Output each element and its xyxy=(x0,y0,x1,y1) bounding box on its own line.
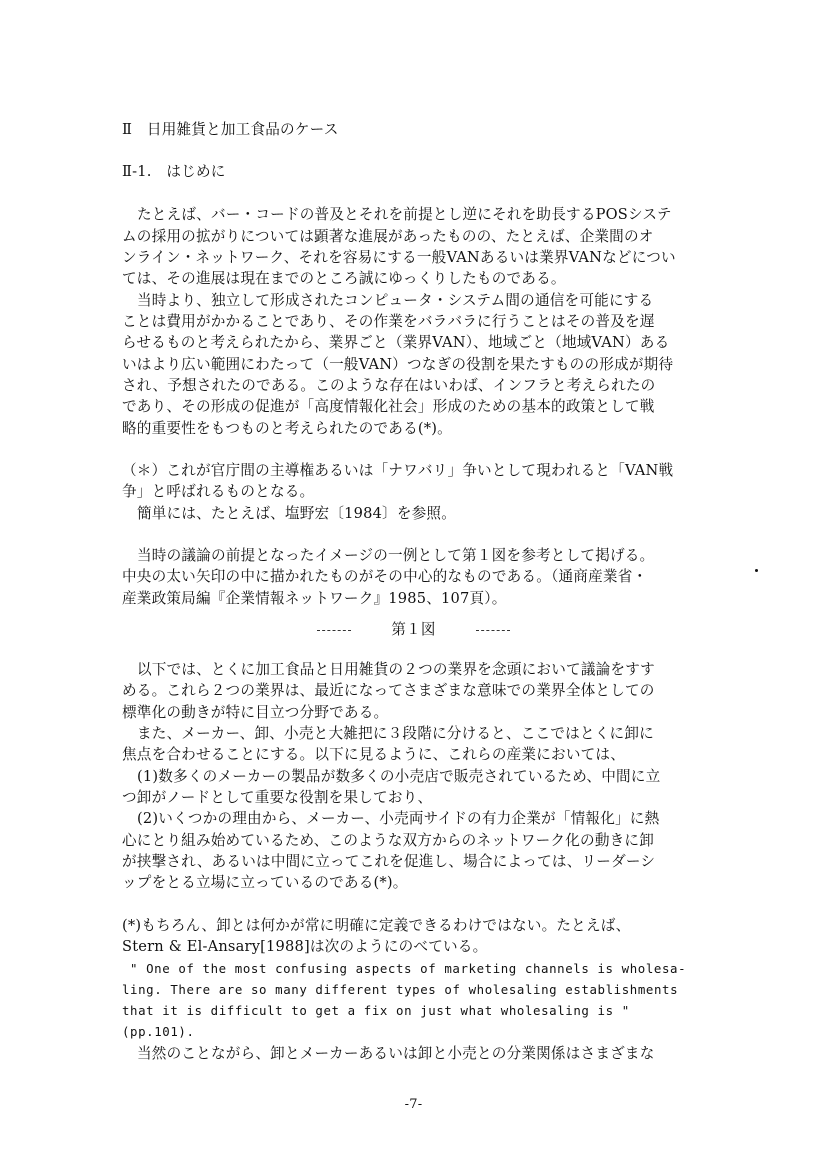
text-line: ては、その進展は現在までのところ誠にゆっくりしたものである。 xyxy=(122,270,566,287)
quote-line: (pp.101). xyxy=(122,1024,195,1039)
text-line: 中央の太い矢印の中に描かれたものがその中心的なものである。（通商産業省・ xyxy=(122,568,648,585)
text-line: が挟撃され、あるいは中間に立ってこれを促進し、場合によっては、リーダーシ xyxy=(122,853,656,870)
text-line: いはより広い範囲にわたって（一般VAN）つなぎの役割を果たすものの形成が期待 xyxy=(122,356,674,373)
quote-line: ling. There are so many different types of wholesaling establishments xyxy=(122,982,679,997)
text-line: 焦点を合わせることにする。以下に見るように、これらの産業においては、 xyxy=(122,746,625,763)
text-line: 争」と呼ばれるものとなる。 xyxy=(122,483,315,500)
text-line: 略的重要性をもつものと考えられたのである(*)。 xyxy=(122,420,452,437)
text-line: であり、その形成の促進が「高度情報化社会」形成のための基本的政策として戦 xyxy=(122,398,655,415)
text-line: (*)もちろん、卸とは何かが常に明確に定義できるわけではない。たとえば、 xyxy=(122,917,631,934)
text-line: 簡単には、たとえば、塩野宏〔1984〕を参照。 xyxy=(137,505,457,522)
text-line: 当時の議論の前提となったイメージの一例として第１図を参考として掲げる。 xyxy=(137,547,655,564)
text-line: 標準化の動きが特に目立つ分野である。 xyxy=(122,704,389,721)
text-line: 当時より、独立して形成されたコンピュータ・システム間の通信を可能にする xyxy=(137,292,654,309)
text-line: ップをとる立場に立っているのである(*)。 xyxy=(122,874,408,891)
figure-caption xyxy=(0,621,827,639)
figure-label: 第１図 xyxy=(391,621,436,638)
text-line: ムの採用の拡がりについては顕著な進展があったものの、たとえば、企業間のオ xyxy=(122,228,654,245)
page-number: -7- xyxy=(404,1097,423,1112)
text-line: める。これら２つの業界は、最近になってさまざまな意味での業界全体としての xyxy=(122,682,655,699)
dash-right xyxy=(476,630,510,631)
text-line: 産業政策局編『企業情報ネットワーク』1985、107頁）。 xyxy=(122,590,507,607)
text-line: また、メーカー、卸、小売と大雑把に３段階に分けると、ここではとくに卸に xyxy=(137,725,654,742)
quote-line: " One of the most confusing aspects of marketing channels is wholesa- xyxy=(130,961,687,976)
stray-mark xyxy=(755,569,758,572)
text-line: つ卸がノードとして重要な役割を果しており、 xyxy=(122,789,433,806)
text-line: (1)数多くのメーカーの製品が数多くの小売店で販売されているため、中間に立 xyxy=(137,768,661,785)
text-line: ンライン・ネットワーク、それを容易にする一般VANあるいは業界VANなどについ xyxy=(122,249,676,266)
text-line: らせるものと考えられたから、業界ごと（業界VAN）、地域ごと（地域VAN）ある xyxy=(122,334,670,351)
subsection-heading: Ⅱ-1. はじめに xyxy=(122,163,226,180)
text-line: （＊）これが官庁間の主導権あるいは「ナワバリ」争いとして現われると「VAN戦 xyxy=(122,462,674,479)
text-line: ことは費用がかかることであり、その作業をバラバラに行うことはその普及を遅 xyxy=(122,313,655,330)
text-line: され、予想されたのである。このような存在はいわば、インフラと考えられたの xyxy=(122,377,656,394)
dash-left xyxy=(317,630,351,631)
quote-line: that it is difficult to get a fix on just what wholesaling is " xyxy=(122,1003,630,1018)
text-line: Stern & El-Ansary[1988]は次のようにのべている。 xyxy=(122,938,488,955)
text-line: 以下では、とくに加工食品と日用雑貨の２つの業界を念頭において議論をすす xyxy=(137,661,655,678)
text-line: 心にとり組み始めているため、このような双方からのネットワーク化の動きに卸 xyxy=(122,832,654,849)
section-heading: Ⅱ 日用雑貨と加工食品のケース xyxy=(122,121,339,138)
text-line: たとえば、バー・コードの普及とそれを前提とし逆にそれを助長するPOSシステ xyxy=(137,206,672,223)
text-line: 当然のことながら、卸とメーカーあるいは卸と小売との分業関係はさまざまな xyxy=(137,1045,655,1062)
text-line: (2)いくつかの理由から、メーカー、小売両サイドの有力企業が「情報化」に熱 xyxy=(137,810,660,827)
